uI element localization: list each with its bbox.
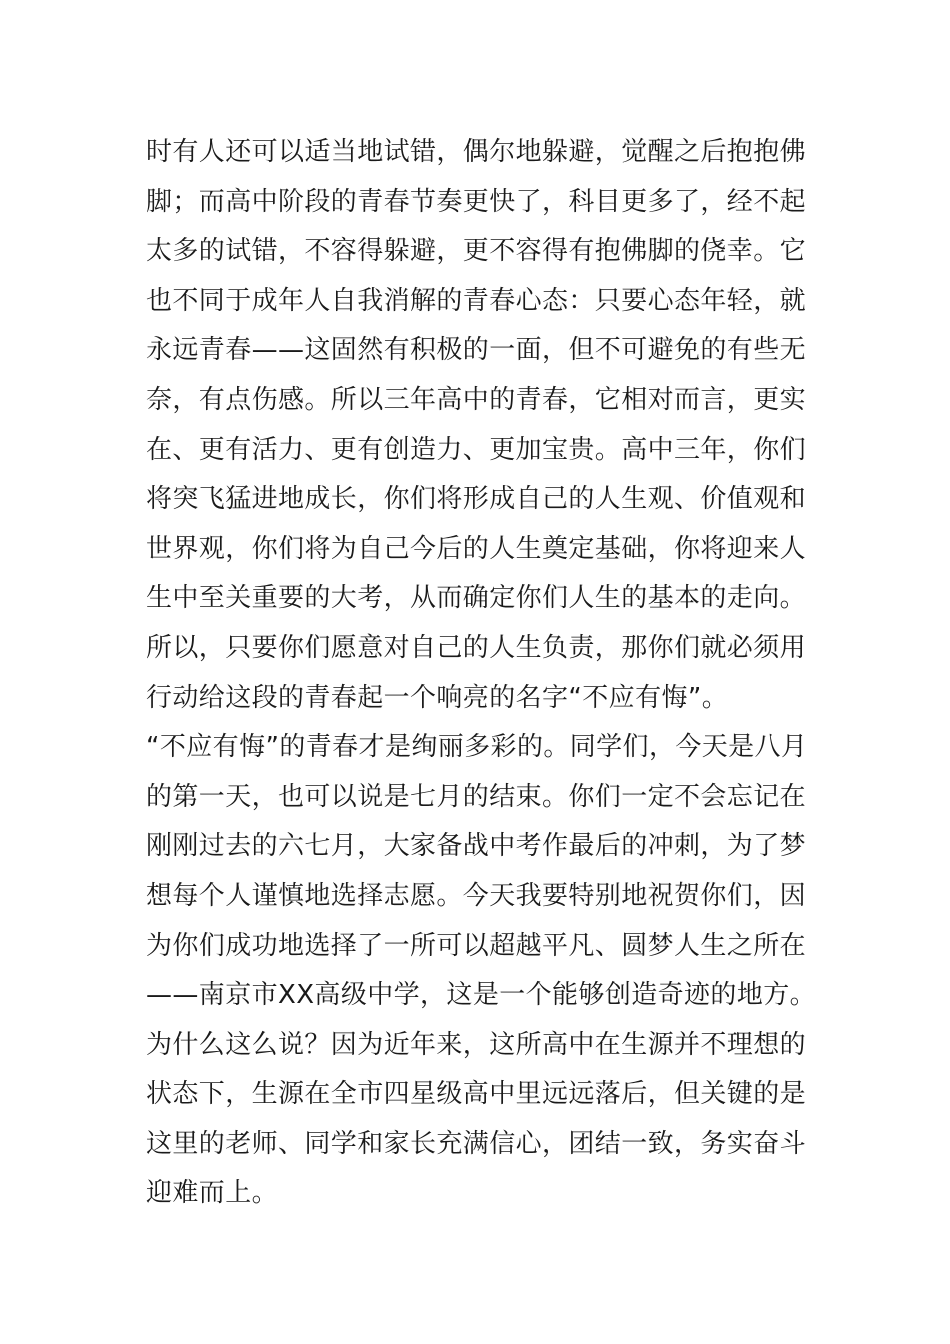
text-line: 将突飞猛进地成长，你们将形成自己的人生观、价值观和 — [146, 484, 807, 515]
text-line: 脚；而高中阶段的青春节奏更快了，科目更多了，经不起 — [146, 186, 807, 217]
text-line: 为你们成功地选择了一所可以超越平凡、圆梦人生之所在 — [146, 930, 807, 961]
text-line: 的第一天，也可以说是七月的结束。你们一定不会忘记在 — [146, 781, 807, 812]
text-line: 世界观，你们将为自己今后的人生奠定基础，你将迎来人 — [146, 533, 807, 564]
text-line: 时有人还可以适当地试错，偶尔地躲避，觉醒之后抱抱佛 — [146, 137, 807, 167]
text-line: 这里的老师、同学和家长充满信心，团结一致，务实奋斗 — [146, 1128, 807, 1159]
text-line: 刚刚过去的六七月，大家备战中考作最后的冲刺，为了梦 — [146, 831, 807, 862]
text-line: 在、更有活力、更有创造力、更加宝贵。高中三年，你们 — [146, 434, 807, 465]
text-line: 奈，有点伤感。所以三年高中的青春，它相对而言，更实 — [146, 384, 807, 415]
text-line: 也不同于成年人自我消解的青春心态：只要心态年轻，就 — [146, 285, 807, 316]
text-line: 所以，只要你们愿意对自己的人生负责，那你们就必须用 — [146, 632, 807, 663]
text-line: 行动给这段的青春起一个响亮的名字“不应有悔”。 — [146, 682, 729, 713]
text-line: “不应有悔”的青春才是绚丽多彩的。同学们，今天是八月 — [146, 732, 808, 763]
text-line: 状态下，生源在全市四星级高中里远远落后，但关键的是 — [146, 1079, 807, 1110]
document-body — [146, 128, 817, 1219]
text-line: 为什么这么说？因为近年来，这所高中在生源并不理想的 — [146, 1029, 807, 1060]
text-line: 永远青春——这固然有积极的一面，但不可避免的有些无 — [146, 335, 807, 366]
text-line: 迎难而上。 — [146, 1178, 279, 1209]
text-line: 太多的试错，不容得躲避，更不容得有抱佛脚的侥幸。它 — [146, 236, 807, 267]
text-line: 想每个人谨慎地选择志愿。今天我要特别地祝贺你们，因 — [146, 880, 807, 911]
text-line: ——南京市XX高级中学，这是一个能够创造奇迹的地方。 — [146, 980, 817, 1011]
text-line: 生中至关重要的大考，从而确定你们人生的基本的走向。 — [146, 583, 807, 614]
